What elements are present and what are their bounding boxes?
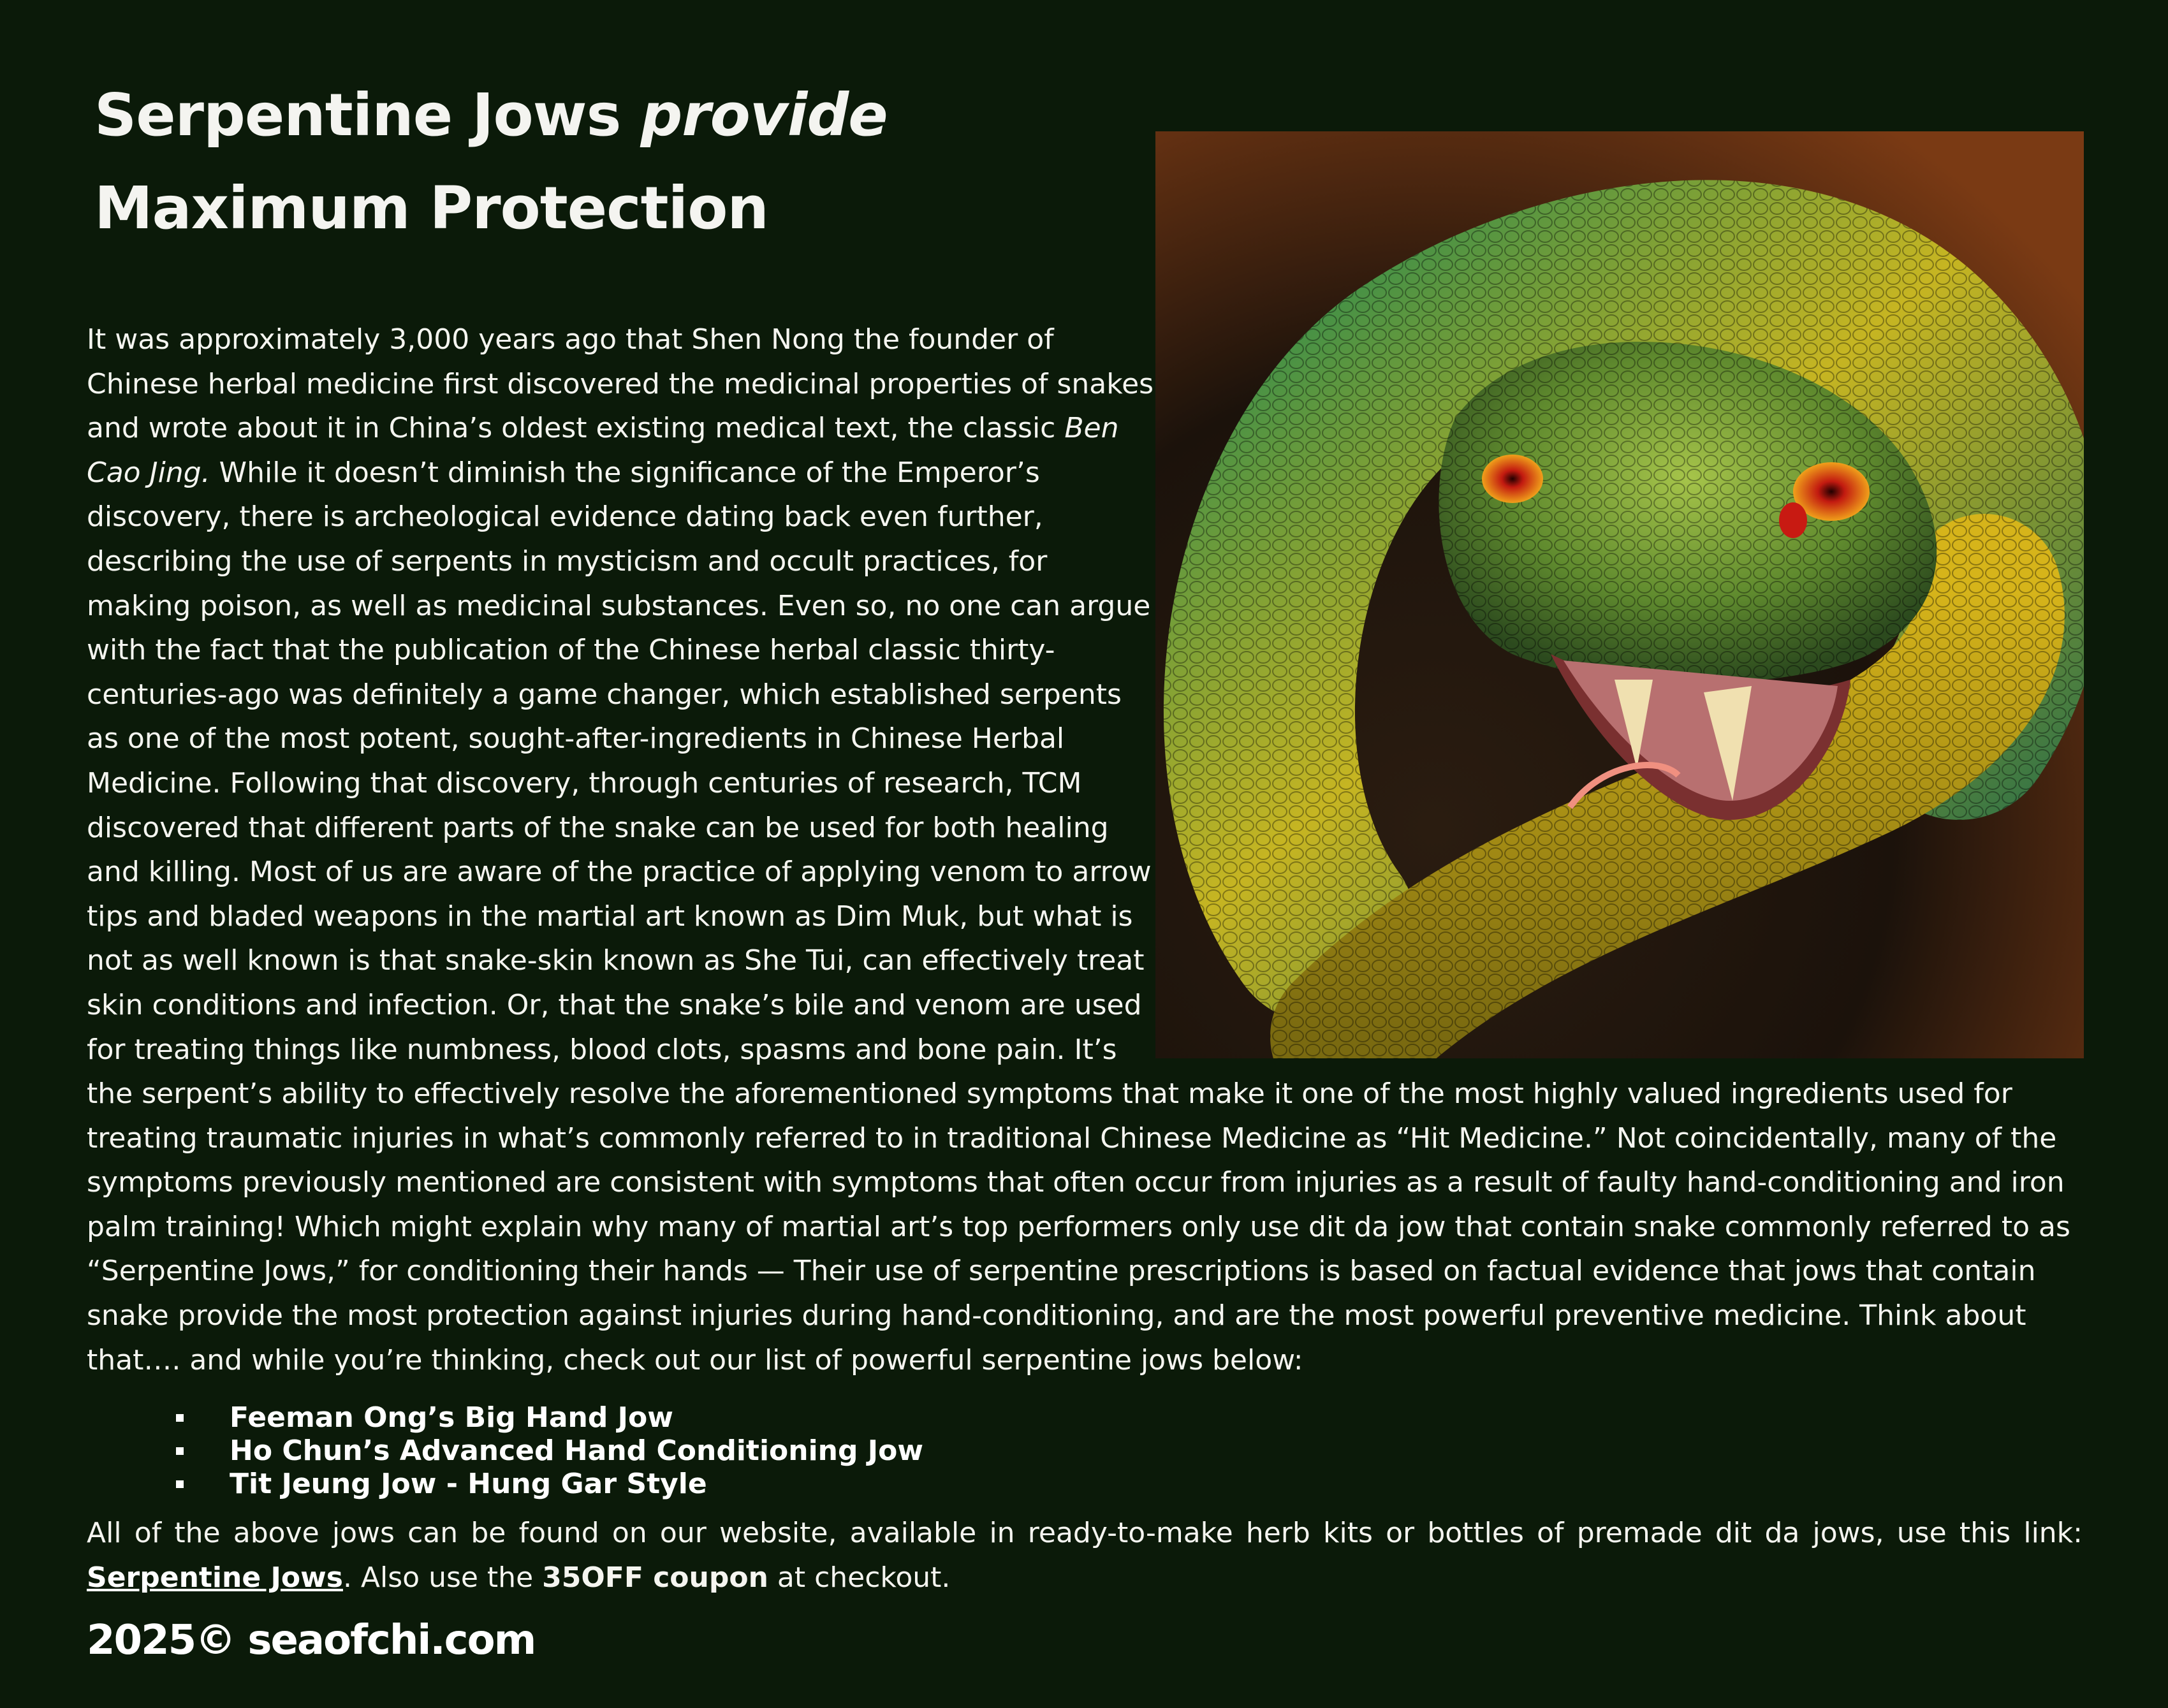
title-line1: Serpentine Jows provide [94,81,888,149]
bullet-icon [176,1447,184,1455]
article-paragraph: It was approximately 3,000 years ago that Shen Nong the founder of Chinese herbal medicine first discovered the medicinal properties of snakes and wrote about it in China’s oldest existing medical text, the classic Ben Cao Jing. While it doesn’t diminish the significance of the Emperor’s discovery, there is archeological evidence dating back even further, describing the use of serpents in mysticism and occult practices, for making poison, as well as medicinal substances. Even so, no one can argue with the fact that the publication of the Chinese herbal classic thirty-centuries-ago was definitely a game changer, which established serpents as one of the most potent, sought-after-ingredients in Chinese Herbal Medicine. Following that discovery, through centuries of research, TCM discovered that different parts of the snake can be used for both healing and killing. Most of us are aware of the practice of applying venom to arrow tips and bladed weapons in the martial art known as Dim Muk, but what is not as well known is that snake-skin known as She Tui, can effectively treat skin conditions and infection. Or, that the snake’s bile and venom are used for treating things like numbness, blood clots, spasms and bone pain. It’s the serpent’s ability to effectively resolve the aforementioned symptoms that make it one of the most highly valued ingredients used for treating traumatic injuries in what’s commonly referred to in traditional Chinese Medicine as “Hit Medicine.” Not coincidentally, many of the symptoms previously mentioned are consistent with symptoms that often occur from injuries as a result of faulty hand-conditioning and iron palm training! Which might explain why many of martial art’s top performers only use dit da jow that contain snake commonly referred to as “Serpentine Jows,” for conditioning their hands — Their use of serpentine prescriptions is based on factual evidence that jows that contain snake provide the most protection against injuries during hand-conditioning, and are the most powerful preventive medicine. Think about that…. and while you’re thinking, check out our list of powerful serpentine jows below: [87,323,2070,1376]
book-title: Ben Cao Jing. [87,412,1119,489]
title-emphasis: provide [640,81,888,149]
jow-list [87,1401,2083,1501]
list-item: Tit Jeung Jow - Hung Gar Style [176,1468,2083,1501]
title-line2: Maximum Protection [94,174,768,242]
serpentine-jows-link[interactable]: Serpentine Jows [87,1561,343,1594]
closing-paragraph: All of the above jows can be found on our website, available in ready-to-make herb kits or bottles of premade dit da jows, use this link: Serpentine Jows. Also use the 35OFF coupon at checkout. [87,1517,2083,1594]
bullet-icon [176,1480,184,1488]
bullet-icon [176,1414,184,1422]
list-item: Feeman Ong’s Big Hand Jow [176,1401,2083,1434]
image-wrap-spacer [1158,318,2083,1057]
article-body [87,318,2083,1501]
list-item: Ho Chun’s Advanced Hand Conditioning Jow [176,1434,2083,1468]
coupon-code: 35OFF coupon [542,1561,768,1594]
page-title [94,69,888,255]
copyright-footer: 2025© seaofchi.com [87,1617,536,1664]
